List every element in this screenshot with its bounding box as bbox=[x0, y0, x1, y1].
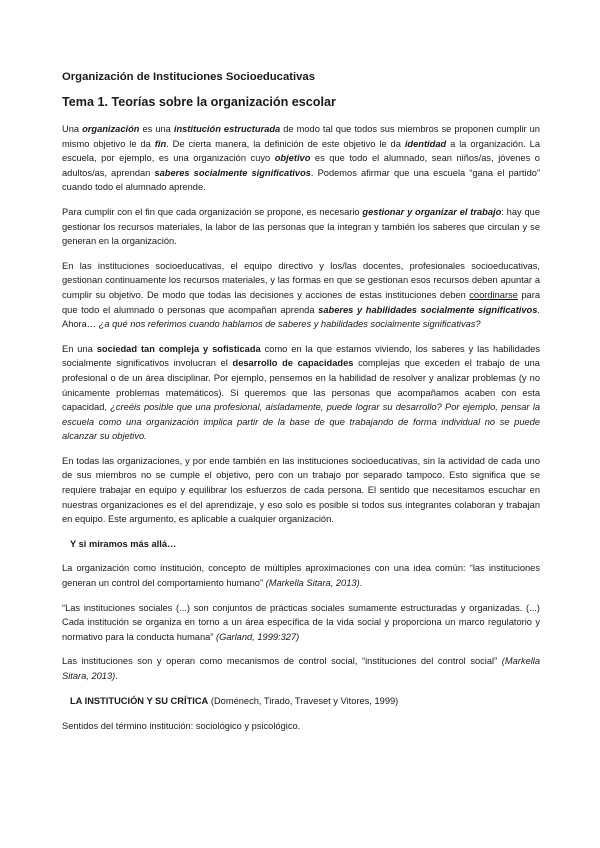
section-heading: Tema 1. Teorías sobre la organización escolar bbox=[62, 95, 336, 109]
section-critica bbox=[70, 694, 540, 709]
term-objetivo: objetivo bbox=[274, 153, 311, 164]
term-institucion-estructurada: institución estructurada bbox=[173, 124, 281, 134]
term-saberes: saberes socialmente significativos bbox=[154, 167, 311, 178]
citation: (Garland, 1999:327) bbox=[216, 631, 300, 642]
paragraph-institucion-control: La organización como institución, concepto de múltiples aproximaciones con una idea común: “las instituciones generan un control del comportamiento humano” (Markella Sitara, 2013). bbox=[62, 563, 540, 589]
paragraph-quote-garland: “Las instituciones sociales (...) son conjuntos de prácticas sociales sumamente estructuradas y organizadas. (...) Cada institución se organiza en torno a un área específica de la vida social y proporciona un marco regulatorio y normativo para la conducta humana” (Garland, 1999:327) bbox=[62, 602, 540, 642]
paragraph-sociedad: En una sociedad tan compleja y sofisticada como en la que estamos viviendo, los saberes y las habilidades socialmente significativos involucran el desarrollo de capacidades complejas que exceden el trabajo de una profesional o de un área disciplinar. Por ejemplo, pensemos en la habilidad de resolver y analizar problemas (y no únicamente problemas matemáticos). Si queremos que las personas que acompañamos acaben con esta capacidad, ¿creéis posible que una profesional, aisladamente, puede lograr su desarrollo? Por ejemplo, pensar la escuela como una organización implica partir de la base de que trabajando de forma individual no se puede alcanzar su objetivo. bbox=[62, 343, 540, 442]
term-gestionar: gestionar y organizar el trabajo bbox=[362, 206, 502, 217]
paragraph-equipo: En todas las organizaciones, y por ende también en las instituciones socioeducativas, sin la actividad de cada uno de sus miembros no se cumple el objetivo, pero con un trabajo por separado tampoco. Esto significa que se requiere trabajar en equipo y equilibrar los esfuerzos de cada persona. El sentido que necesitamos escuchar en nuestras organizaciones es el del aprendizaje, y eso solo es posible si todos sus integrantes colaboran y trabajan en equipo. Este argumento, es aplicable a cualquier organización. bbox=[62, 455, 540, 525]
paragraph-instituciones: En las instituciones socioeducativas, el equipo directivo y los/las docentes, profesionales socioeducativas, gestionan continuamente los recursos materiales, y las formas en que se gestionan esos recursos deben apuntar a cumplir su objetivo. De modo que todas las decisiones y acciones de estas instituciones deben coordinarse para que todo el alumnado o personas que acompañan aprenda saberes y habilidades socialmente significativos. Ahora… ¿a qué nos referimos cuando hablamos de saberes y habilidades socialmente significativas? bbox=[62, 260, 540, 330]
authors-note: (Doménech, Tirado, Traveset y Vitores, 1999) bbox=[208, 695, 399, 706]
paragraph-sentidos: Sentidos del término institución: sociológico y psicológico. bbox=[62, 721, 301, 732]
document-title: Organización de Instituciones Socioeducativas bbox=[62, 71, 315, 83]
citation: (Markella Sitara, 2013) bbox=[265, 578, 360, 589]
question-italic-2: ¿creéis posible que una profesional, aisladamente, puede lograr su desarrollo? Por ejemplo, pensar la escuela como una organización implica partir de la base de que trabajando de forma individual no se puede alcanzar su objetivo. bbox=[62, 402, 540, 442]
paragraph-organizacion: Una organización es una institución estructurada de modo tal que todos sus miembros se proponen cumplir un mismo objetivo le da fin. De cierta manera, la definición de este objetivo le da identidad a la organización. La escuela, por ejemplo, es una organización cuyo objetivo es que todo el alumnado, sean niños/as, jóvenes o adultos/as, aprendan saberes socialmente significativos. Podemos afirmar que una escuela “gana el partido” cuando todo el alumnado aprende. bbox=[62, 124, 541, 193]
paragraph-control-social: Las instituciones son y operan como mecanismos de control social, “instituciones del control social” (Markella Sitara, 2013). bbox=[62, 656, 540, 681]
term-identidad: identidad bbox=[404, 138, 447, 149]
subheading-mas-alla: Y si miramos más allá… bbox=[70, 538, 177, 549]
document-page bbox=[62, 70, 540, 744]
paragraph-gestionar: Para cumplir con el fin que cada organización se propone, es necesario gestionar y organizar el trabajo: hay que gestionar los recursos materiales, la labor de las personas que la integran y también los saberes que circulan y se generan en la organización. bbox=[62, 206, 540, 247]
term-organizacion: organización bbox=[82, 124, 140, 134]
term-sociedad: sociedad tan compleja y sofisticada bbox=[96, 343, 261, 354]
question-italic: ¿a qué nos referimos cuando hablamos de saberes y habilidades socialmente significativas? bbox=[98, 319, 481, 330]
term-coordinarse: coordinarse bbox=[469, 289, 518, 300]
term-desarrollo: desarrollo de capacidades bbox=[232, 358, 354, 369]
heading-critica: LA INSTITUCIÓN Y SU CRÍTICA bbox=[70, 695, 209, 706]
term-fin: fin bbox=[154, 138, 167, 149]
term-saberes-habilidades: saberes y habilidades socialmente significativos bbox=[318, 304, 538, 315]
citation: (Markella Sitara, 2013) bbox=[62, 656, 540, 681]
